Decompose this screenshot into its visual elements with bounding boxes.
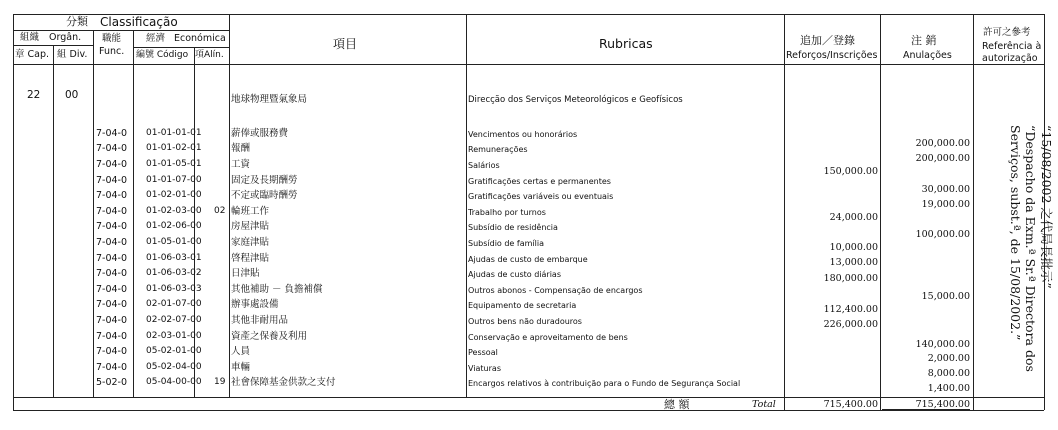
- row-code: 01-05-01-00: [146, 237, 202, 247]
- entity-cap: 22: [27, 89, 41, 101]
- row-alinea: 02: [214, 206, 226, 216]
- row-func: 7-04-0: [96, 268, 128, 279]
- row-rubrica-pt: Vencimentos ou honorários: [468, 130, 578, 139]
- row-reforcos: 24,000.00: [829, 212, 878, 223]
- row-rubrica-pt: Outros abonos - Compensação de encargos: [468, 286, 643, 295]
- row-code: 01-02-01-00: [146, 190, 202, 200]
- organic-pt: Orgân.: [49, 32, 82, 43]
- row-item-zh: 報酬: [231, 143, 251, 154]
- row-anulacoes: 15,000.00: [921, 291, 970, 302]
- division-header: 組 Div.: [57, 49, 88, 60]
- row-code: 05-02-04-00: [146, 362, 202, 372]
- row-item-zh: 不定或臨時酬勞: [231, 190, 298, 201]
- row-func: 7-04-0: [96, 143, 128, 154]
- row-item-zh: 固定及長期酬勞: [231, 175, 298, 186]
- row-rubrica-pt: Subsídio de residência: [468, 223, 558, 232]
- entity-name-zh: 地球物理暨氣象局: [231, 94, 308, 105]
- row-item-zh: 社會保障基金供款之支付: [231, 377, 336, 388]
- row-code: 01-01-01-01: [146, 128, 202, 138]
- row-item-zh: 人員: [231, 346, 251, 357]
- row-code: 01-01-02-01: [146, 143, 202, 153]
- code-header: 編號 Código: [136, 50, 189, 60]
- row-rubrica-pt: Equipamento de secretaria: [468, 301, 577, 310]
- row-code: 01-06-03-02: [146, 268, 202, 278]
- entity-name-pt: Direcção dos Serviços Meteorológicos e Geofísicos: [468, 95, 683, 105]
- reference-zh-header: 許可之參考: [983, 27, 1031, 38]
- row-func: 7-04-0: [96, 299, 128, 310]
- functional-pt: Func.: [99, 46, 125, 57]
- row-func: 5-02-0: [96, 377, 128, 388]
- item-zh-header: 項目: [333, 37, 358, 51]
- total-label-pt: Total: [752, 399, 776, 410]
- row-rubrica-pt: Pessoal: [468, 348, 498, 357]
- chapter-header: 章 Cap.: [15, 49, 50, 60]
- row-rubrica-pt: Ajudas de custo de embarque: [468, 255, 588, 264]
- total-anulacoes: 715,400.00: [915, 399, 970, 410]
- row-code: 02-01-07-00: [146, 299, 202, 309]
- row-func: 7-04-0: [96, 346, 128, 357]
- row-item-zh: 家庭津貼: [231, 237, 270, 248]
- row-item-zh: 日津貼: [231, 268, 260, 279]
- entity-div: 00: [65, 89, 79, 101]
- reference-pt2-header: autorização: [982, 53, 1038, 64]
- row-code: 01-01-07-00: [146, 175, 202, 185]
- row-item-zh: 工資: [231, 159, 251, 170]
- economic-zh: 經濟: [146, 33, 166, 44]
- row-anulacoes: 19,000.00: [921, 199, 970, 210]
- row-reforcos: 226,000.00: [823, 319, 878, 330]
- authorization-line-2: “Despacho da Exm.ª Sr.ª Directora dos: [1023, 125, 1039, 372]
- row-reforcos: 180,000.00: [823, 273, 878, 284]
- row-func: 7-04-0: [96, 237, 128, 248]
- row-code: 01-02-03-00: [146, 206, 202, 216]
- row-code: 05-04-00-00: [146, 377, 202, 387]
- row-code: 01-06-03-03: [146, 284, 202, 294]
- row-anulacoes: 2,000.00: [927, 353, 970, 364]
- row-func: 7-04-0: [96, 128, 128, 139]
- row-code: 02-02-07-00: [146, 315, 202, 325]
- organic-zh: 組織: [20, 32, 40, 43]
- row-item-zh: 輪班工作: [231, 206, 270, 217]
- row-reforcos: 13,000.00: [829, 257, 878, 268]
- economic-pt: Económica: [174, 33, 226, 44]
- row-func: 7-04-0: [96, 221, 128, 232]
- row-anulacoes: 1,400.00: [927, 383, 970, 394]
- classification-zh: 分類: [66, 15, 88, 28]
- row-alinea: 19: [214, 377, 226, 387]
- row-rubrica-pt: Gratificações variáveis ou eventuais: [468, 192, 614, 201]
- row-code: 05-02-01-00: [146, 346, 202, 356]
- row-rubrica-pt: Subsídio de família: [468, 239, 544, 248]
- row-reforcos: 10,000.00: [829, 242, 878, 253]
- row-func: 7-04-0: [96, 175, 128, 186]
- row-anulacoes: 8,000.00: [927, 368, 970, 379]
- row-rubrica-pt: Salários: [468, 161, 500, 170]
- total-label-zh: 總 額: [664, 398, 690, 411]
- reinforcements-zh-header: 追加／登錄: [800, 34, 855, 47]
- row-reforcos: 150,000.00: [823, 166, 878, 177]
- row-item-zh: 資產之保養及利用: [231, 331, 308, 342]
- row-item-zh: 其他補助 － 負擔補償: [231, 284, 323, 295]
- row-rubrica-pt: Gratificações certas e permanentes: [468, 177, 611, 186]
- row-code: 01-02-06-00: [146, 221, 202, 231]
- alinea-header: 項Alín.: [195, 50, 224, 60]
- row-item-zh: 薪俸或服務費: [231, 128, 289, 139]
- row-rubrica-pt: Ajudas de custo diárias: [468, 270, 561, 279]
- authorization-reference: [974, 125, 1054, 385]
- row-func: 7-04-0: [96, 284, 128, 295]
- row-item-zh: 房屋津貼: [231, 221, 270, 232]
- row-func: 7-04-0: [96, 331, 128, 342]
- row-rubrica-pt: Trabalho por turnos: [468, 208, 546, 217]
- row-item-zh: 車輛: [231, 362, 251, 373]
- reinforcements-pt-header: Reforços/Inscrições: [786, 50, 878, 61]
- row-item-zh: 辦事處設備: [231, 299, 279, 310]
- row-rubrica-pt: Remunerações: [468, 145, 528, 154]
- row-code: 02-03-01-00: [146, 331, 202, 341]
- row-anulacoes: 200,000.00: [915, 153, 970, 164]
- reference-pt1-header: Referência à: [982, 41, 1042, 52]
- row-anulacoes: 200,000.00: [915, 138, 970, 149]
- functional-zh: 職能: [102, 33, 122, 44]
- row-rubrica-pt: Viaturas: [468, 364, 501, 373]
- row-func: 7-04-0: [96, 190, 128, 201]
- row-anulacoes: 140,000.00: [915, 339, 970, 350]
- row-reforcos: 112,400.00: [823, 304, 878, 315]
- row-rubrica-pt: Encargos relativos à contribuição para o Fundo de Segurança Social: [468, 379, 741, 388]
- row-code: 01-06-03-01: [146, 253, 202, 263]
- row-func: 7-04-0: [96, 253, 128, 264]
- row-item-zh: 其他非耐用品: [231, 315, 289, 326]
- row-anulacoes: 30,000.00: [921, 184, 970, 195]
- row-code: 01-01-05-01: [146, 159, 202, 169]
- row-item-zh: 啓程津貼: [231, 253, 270, 264]
- row-func: 7-04-0: [96, 159, 128, 170]
- annulments-zh-header: 注 銷: [911, 34, 937, 47]
- row-rubrica-pt: Outros bens não duradouros: [468, 317, 582, 326]
- authorization-line-1: “15/08/2002 之代局長批示”: [1039, 125, 1054, 289]
- row-func: 7-04-0: [96, 362, 128, 373]
- total-reforcos: 715,400.00: [823, 399, 878, 410]
- row-func: 7-04-0: [96, 315, 128, 326]
- annulments-pt-header: Anulações: [903, 50, 952, 61]
- row-rubrica-pt: Conservação e aproveitamento de bens: [468, 333, 628, 342]
- row-func: 7-04-0: [96, 206, 128, 217]
- classification-pt: Classificação: [100, 15, 178, 29]
- row-anulacoes: 100,000.00: [915, 229, 970, 240]
- authorization-line-3: Serviços, subst.ª, de 15/08/2002.”: [1007, 125, 1023, 341]
- rubricas-header: Rubricas: [599, 36, 653, 51]
